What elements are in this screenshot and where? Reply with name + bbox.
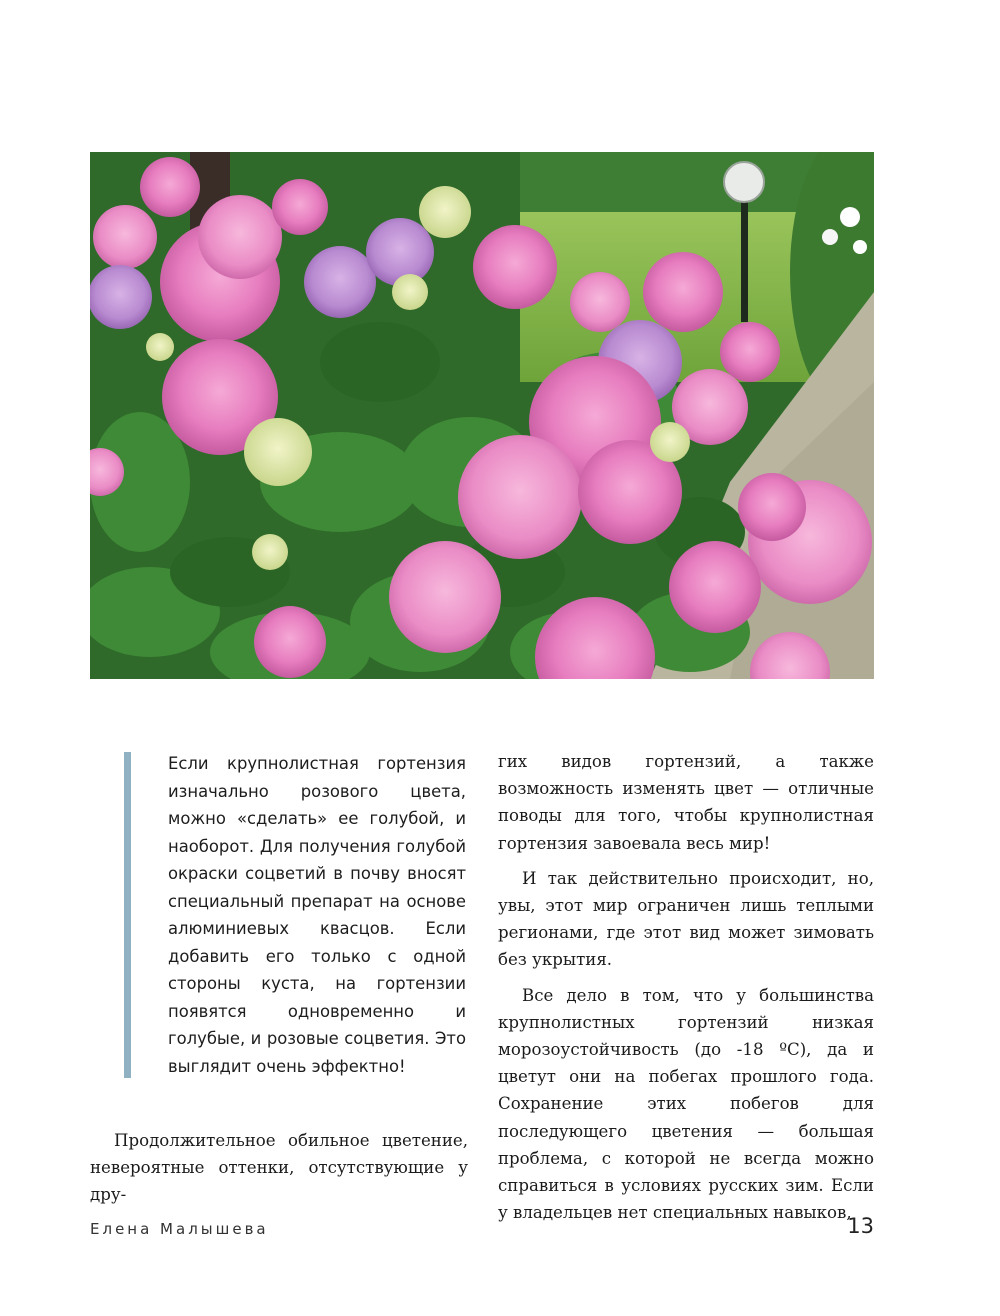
paragraph: Все дело в том, что у большинства крупнолистных гортензий низкая морозоустойчивость (до -18 ºС), да и цветут они на побегах прошлого года. Сохранение этих побегов для последующего цветения — большая проблема, с которой не всегда можно справиться в условиях русских зим. Если у владельцев нет специальных навыков, <box>498 985 874 1223</box>
right-text-column <box>498 748 874 1234</box>
callout-accent-bar <box>124 752 131 1078</box>
paragraph: гих видов гортензий, а также возможность изменять цвет — отличные поводы для того, чтобы крупнолистная гортензия завоевала весь мир! <box>498 752 874 853</box>
hydrangea-photo <box>90 152 874 679</box>
paragraph: Продолжительное обильное цветение, невероятные оттенки, отсутствующие у дру- <box>90 1131 468 1205</box>
page-number: 13 <box>847 1214 874 1238</box>
paragraph: И так действительно происходит, но, увы, этот мир ограничен лишь теплыми регионами, где этот вид может зимовать без укрытия. <box>498 868 874 970</box>
callout-text: Если крупнолистная гортензия изначально розового цвета, можно «сделать» ее голубой, и наоборот. Для получения голубой окраски соцветий в почву вносят специальный препарат на основе алюминиевых квасцов. Если добавить его только с одной стороны куста, на гортензии появятся одновременно и голубые, и розовые соцветия. Это выглядит очень эффектно! <box>168 754 466 1076</box>
hydrangea-garden-photo-icon <box>90 152 874 679</box>
footer-author: Елена Малышева <box>90 1220 269 1238</box>
sidebar-callout <box>124 750 468 1080</box>
left-text-column <box>90 1127 468 1217</box>
